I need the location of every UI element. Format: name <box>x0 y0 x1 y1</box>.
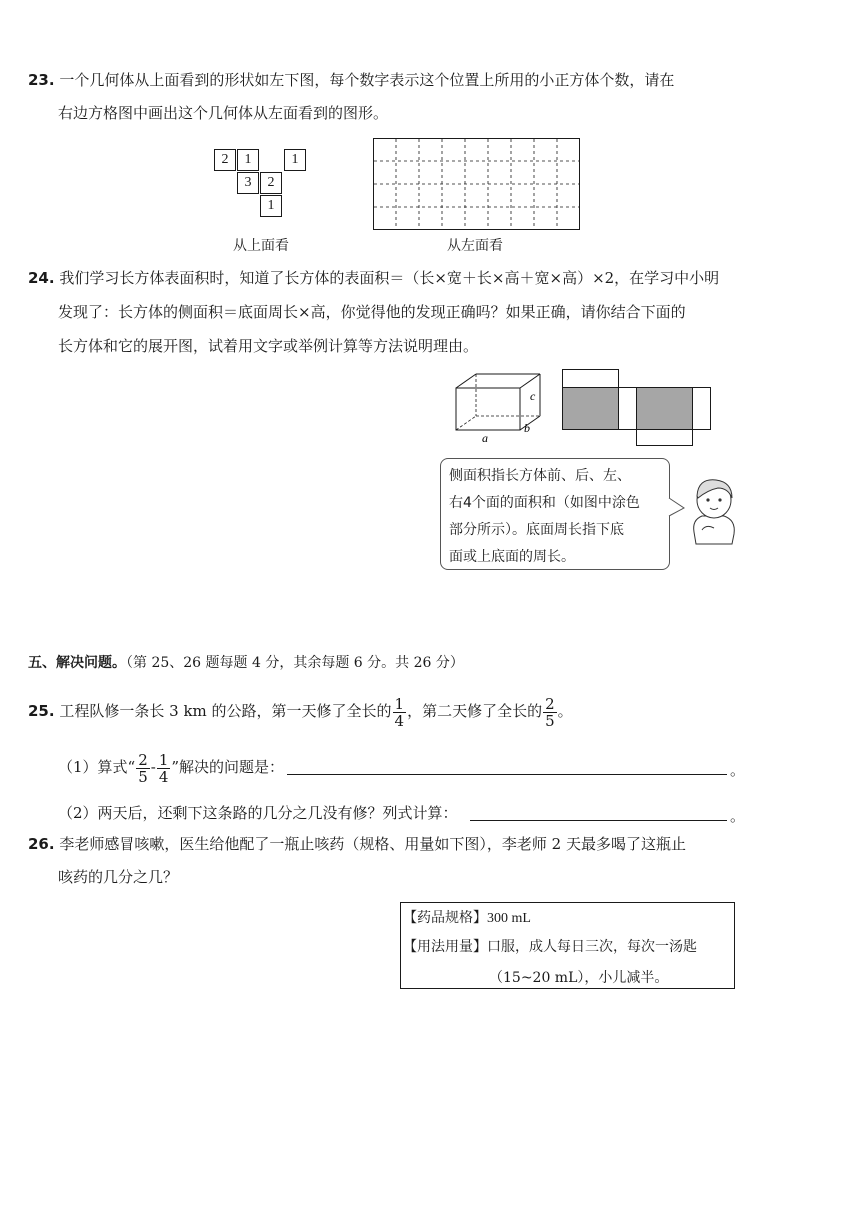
spec-value: 300 mL <box>487 911 531 926</box>
sub-question-text: ”解决的问题是： <box>171 758 285 776</box>
q24-line1 <box>28 268 719 288</box>
question-number: 24. <box>28 269 55 287</box>
q23-line1 <box>28 70 674 90</box>
question-text: 工程队修一条长 3 km 的公路，第一天修了全长的 <box>59 702 392 720</box>
medicine-info-box <box>400 902 735 989</box>
question-text: ，第二天修了全长的 <box>407 702 543 720</box>
spec-label: 【药品规格】 <box>403 910 487 926</box>
caption-top-view: 从上面看 <box>233 238 289 254</box>
section-title: 五、解决问题。 <box>28 655 126 671</box>
minus-sign: - <box>150 758 156 776</box>
period: 。 <box>730 761 746 779</box>
question-number: 23. <box>28 71 55 89</box>
fraction: $\frac{1}{4}$ <box>158 750 169 786</box>
top-view-cell: 1 <box>284 149 306 171</box>
top-view-cell: 2 <box>214 149 236 171</box>
cuboid-net-figure <box>560 368 715 448</box>
period: 。 <box>730 807 746 825</box>
hint-line: 面或上底面的周长。 <box>449 549 575 565</box>
question-text: 李老师感冒咳嗽，医生给他配了一瓶止咳药（规格、用量如下图），李老师 2 天最多喝了这瓶止 <box>59 835 686 853</box>
cuboid-figure <box>450 370 550 446</box>
question-number: 26. <box>28 835 55 853</box>
fraction-one-quarter: $\frac{1}{4}$ <box>394 694 405 730</box>
question-number: 25. <box>28 702 55 720</box>
q26-line1 <box>28 834 686 854</box>
usage-row <box>403 936 697 956</box>
q23-line2: 右边方格图中画出这个几何体从左面看到的图形。 <box>58 104 389 122</box>
section-score-note: （第 25、26 题每题 4 分，其余每题 6 分。共 26 分） <box>126 655 464 671</box>
q25-sub1 <box>58 750 284 785</box>
hint-line: 侧面积指长方体前、后、左、 <box>449 468 631 484</box>
q25-line1 <box>28 694 573 729</box>
q26-line2: 咳药的几分之几？ <box>58 868 179 886</box>
label-a: a <box>482 431 488 445</box>
usage-label: 【用法用量】 <box>403 939 487 955</box>
label-b: b <box>524 421 530 435</box>
question-text: 我们学习长方体表面积时，知道了长方体的表面积＝（长×宽＋长×高＋宽×高）×2，在学习中小明 <box>59 269 720 287</box>
hint-line: 部分所示）。底面周长指下底 <box>449 522 624 538</box>
sub-question-text: （1）算式“ <box>58 758 136 776</box>
top-view-cell: 3 <box>237 172 259 194</box>
cartoon-boy-illustration <box>684 470 744 550</box>
answer-blank-1[interactable] <box>287 756 727 775</box>
usage-value: 口服，成人每日三次，每次一汤匙 <box>487 939 697 955</box>
hint-line: 右4个面的面积和（如图中涂色 <box>449 495 640 511</box>
question-text: 。 <box>557 702 573 720</box>
hint-speech-bubble <box>440 458 670 570</box>
q24-line3: 长方体和它的展开图，试着用文字或举例计算等方法说明理由。 <box>58 337 479 355</box>
left-view-drawing-grid[interactable] <box>373 138 581 231</box>
fraction: $\frac{2}{5}$ <box>138 750 148 786</box>
spec-row <box>403 907 531 927</box>
label-c: c <box>530 389 536 403</box>
top-view-cell: 2 <box>260 172 282 194</box>
answer-blank-2[interactable] <box>470 802 727 821</box>
top-view-cell: 1 <box>260 195 282 217</box>
q25-sub2: （2）两天后，还剩下这条路的几分之几没有修？列式计算： <box>58 804 458 822</box>
top-view-grid <box>214 149 314 219</box>
caption-left-view: 从左面看 <box>447 238 503 254</box>
usage-row-continued: （15~20 mL），小儿减半。 <box>489 970 669 986</box>
section-5-heading <box>28 652 464 673</box>
q24-line2: 发现了：长方体的侧面积＝底面周长×高，你觉得他的发现正确吗？如果正确，请你结合下面的 <box>58 303 686 321</box>
question-text: 一个几何体从上面看到的形状如左下图，每个数字表示这个位置上所用的小正方体个数，请在 <box>59 71 675 89</box>
fraction-two-fifths: $\frac{2}{5}$ <box>545 694 555 730</box>
top-view-cell: 1 <box>237 149 259 171</box>
